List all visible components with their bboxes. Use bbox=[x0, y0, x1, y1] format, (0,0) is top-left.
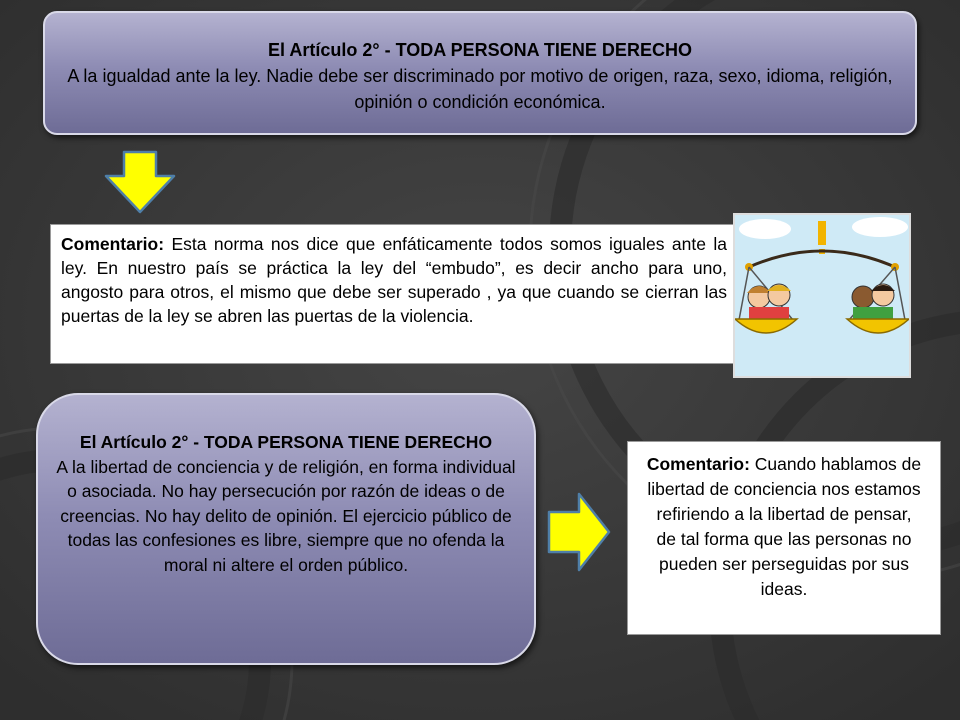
comment-conscience-label: Comentario: bbox=[646, 454, 750, 474]
article-equality-title: El Artículo 2° - TODA PERSONA TIENE DERECHO bbox=[268, 40, 692, 60]
comment-equality-text: Esta norma nos dice que enfáticamente todos somos iguales ante la ley. En nuestro país se práctica la ley del “embudo”, es decir ancho para uno, angosto para otros, el mismo que debe ser superado , ya que cuando se cierran las puertas de la ley se abren las puertas de la violencia. bbox=[61, 234, 727, 326]
article-conscience-box bbox=[36, 393, 536, 665]
comment-equality-label: Comentario: bbox=[61, 234, 165, 254]
down-arrow-icon bbox=[104, 150, 176, 214]
comment-equality bbox=[50, 224, 738, 364]
balance-scale-illustration bbox=[733, 213, 911, 378]
comment-conscience-text: Cuando hablamos de libertad de conciencia nos estamos refiriendo a la libertad de pensar, de tal forma que las personas no pueden ser perseguidas por sus ideas. bbox=[647, 454, 922, 599]
article-equality-box bbox=[43, 11, 917, 135]
article-conscience-title: El Artículo 2° - TODA PERSONA TIENE DERECHO bbox=[79, 432, 493, 452]
right-arrow-icon bbox=[547, 492, 611, 572]
comment-conscience bbox=[627, 441, 941, 635]
article-conscience-text: A la libertad de conciencia y de religión, en forma individual o asociada. No hay persecución por razón de ideas o de creencias. No hay delito de opinión. El ejercicio público de todas las confesiones es libre, siempre que no ofenda la moral ni altere el orden público. bbox=[56, 456, 516, 575]
article-equality-text: A la igualdad ante la ley. Nadie debe ser discriminado por motivo de origen, raza, sexo, idioma, religión, opinión o condición económica. bbox=[67, 66, 893, 112]
